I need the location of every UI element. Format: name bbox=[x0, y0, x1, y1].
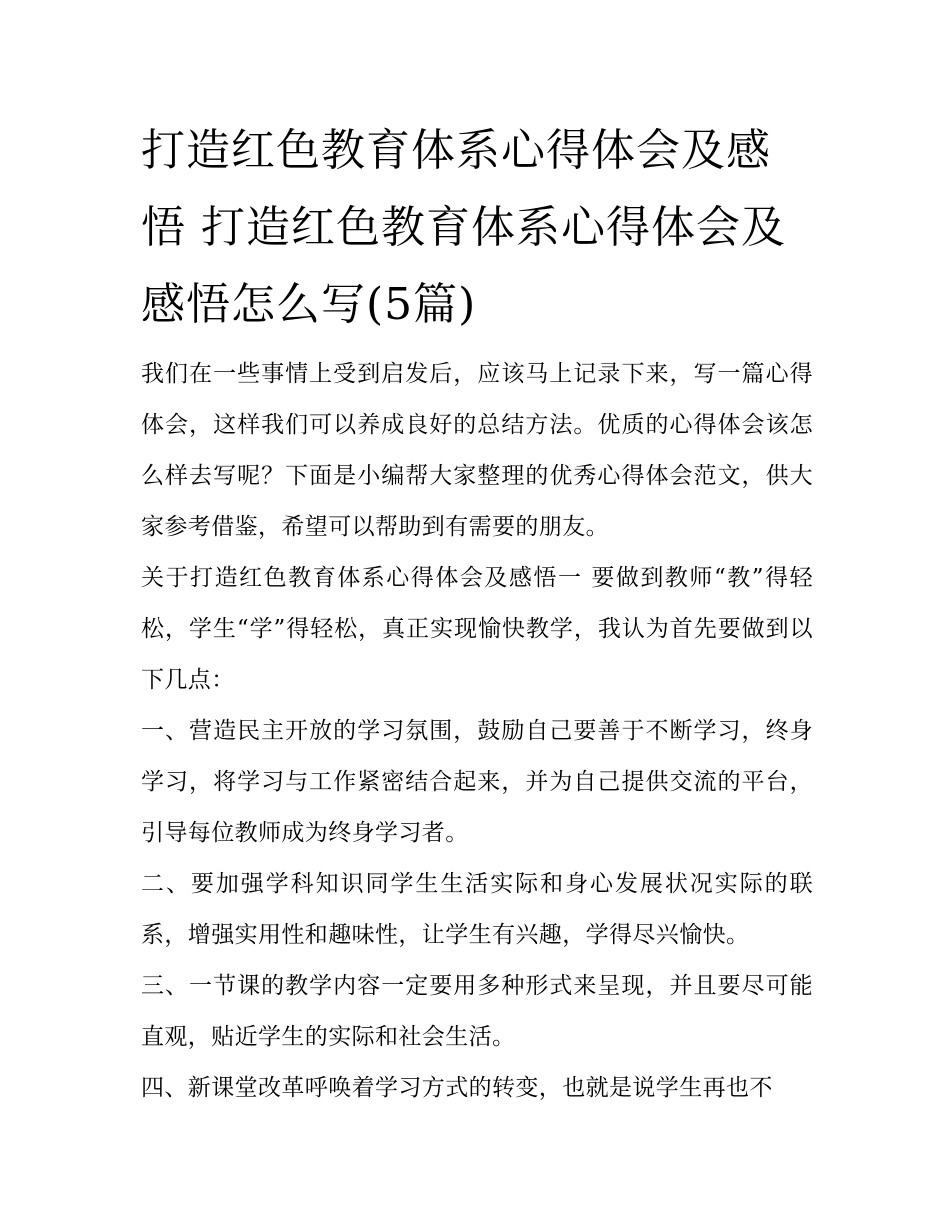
document-body bbox=[141, 112, 813, 1114]
point-four-paragraph: 四、新课堂改革呼唤着学习方式的转变，也就是说学生再也不 bbox=[141, 1075, 773, 1101]
section-one-intro-paragraph: 关于打造红色教育体系心得体会及感悟一 要做到教师“教”得轻松，学生“学”得轻松，真正实现愉快教学，我认为首先要做到以下几点： bbox=[141, 565, 813, 693]
document-title: 打造红色教育体系心得体会及感悟 打造红色教育体系心得体会及感悟怎么写(5篇) bbox=[141, 125, 786, 330]
point-three-paragraph: 三、一节课的教学内容一定要用多种形式来呈现，并且要尽可能直观，贴近学生的实际和社会生活。 bbox=[141, 973, 813, 1050]
point-one-paragraph: 一、营造民主开放的学习氛围，鼓励自己要善于不断学习，终身学习，将学习与工作紧密结合起来，并为自己提供交流的平台，引导每位教师成为终身学习者。 bbox=[141, 718, 813, 846]
point-two-paragraph: 二、要加强学科知识同学生生活实际和身心发展状况实际的联系，增强实用性和趣味性，让学生有兴趣，学得尽兴愉快。 bbox=[141, 871, 813, 948]
intro-paragraph: 我们在一些事情上受到启发后，应该马上记录下来，写一篇心得体会，这样我们可以养成良好的总结方法。优质的心得体会该怎么样去写呢？下面是小编帮大家整理的优秀心得体会范文，供大家参考借鉴，希望可以帮助到有需要的朋友。 bbox=[141, 361, 813, 540]
